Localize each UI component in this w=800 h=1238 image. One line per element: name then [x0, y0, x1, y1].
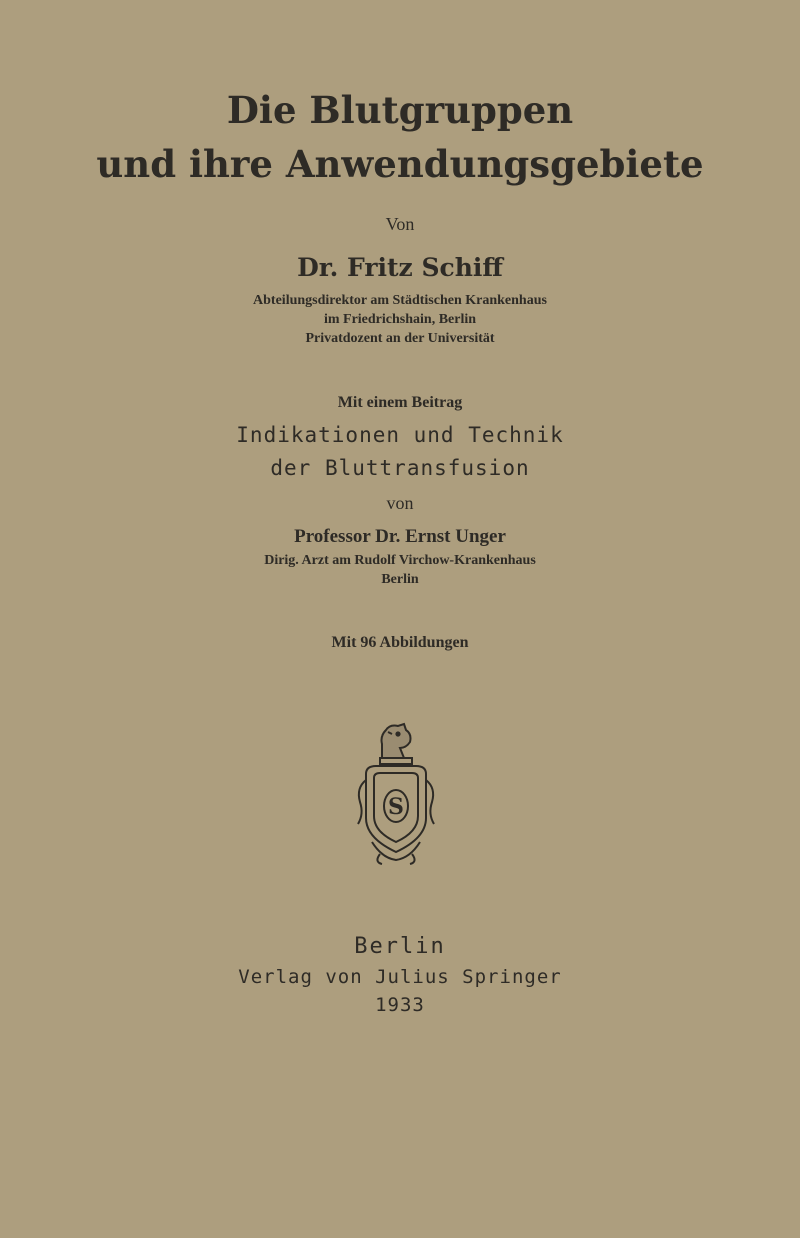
imprint-publisher: Verlag von Julius Springer — [238, 966, 562, 988]
contribution-intro: Mit einem Beitrag — [337, 394, 463, 411]
contribution-title-line-2: der Bluttransfusion — [270, 456, 530, 480]
author-affiliation-1: Abteilungsdirektor am Städtischen Krankenhaus — [253, 293, 547, 308]
imprint-city: Berlin — [354, 934, 446, 959]
imprint-year: 1933 — [375, 994, 425, 1016]
contribution-title-line-1: Indikationen und Technik — [236, 423, 564, 447]
author-affiliation-2: im Friedrichshain, Berlin — [323, 312, 477, 327]
emblem-letter: S — [388, 794, 404, 820]
contribution-author-name: Professor Dr. Ernst Unger — [294, 526, 506, 547]
author-name: Dr. Fritz Schiff — [297, 253, 503, 282]
by-label: Von — [385, 214, 415, 234]
springer-knight-emblem-icon — [352, 718, 440, 866]
contribution-affiliation-2: Berlin — [381, 572, 419, 587]
contribution-affiliation-1: Dirig. Arzt am Rudolf Virchow-Krankenhaus — [264, 553, 536, 568]
book-title-line-2: und ihre Anwendungsgebiete — [96, 142, 704, 186]
author-affiliation-3: Privatdozent an der Universität — [305, 331, 495, 346]
illustrations-count: Mit 96 Abbildungen — [331, 634, 469, 651]
book-title-line-1: Die Blutgruppen — [226, 88, 574, 132]
contribution-by-label: von — [386, 493, 414, 513]
